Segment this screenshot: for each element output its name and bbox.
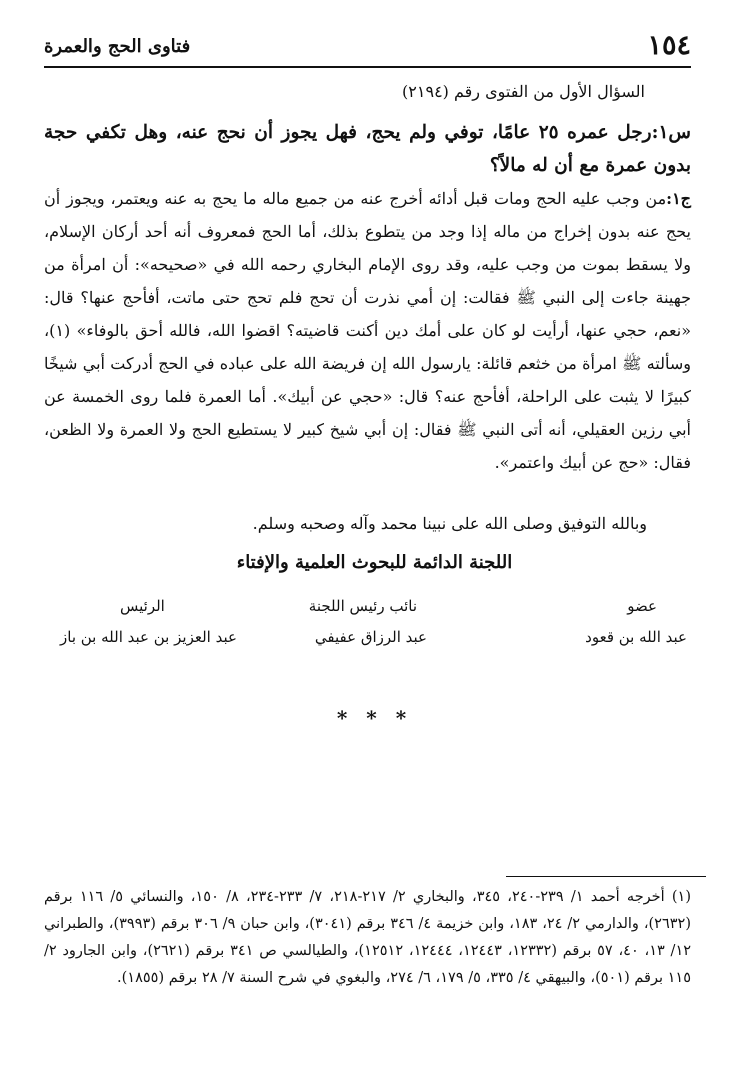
answer-paragraph — [44, 182, 691, 479]
book-title: فتاوى الحج والعمرة — [44, 36, 191, 57]
footnote: (١) أخرجه أحمد ١/ ٢٣٩-٢٤٠، ٣٤٥، والبخاري ٢/ ٢١٧-٢١٨، ٧/ ٢٣٣-٢٣٤، ٨/ ١٥٠، والنسائي ٥/ ١١٦ برقم (٢٦٣٢)، والدارمي ٢/ ٢٤، ١٨٣، وابن خزيمة ٤/ ٣٤٦ برقم (٣٠٤١)، وابن حبان ٩/ ٣٠٦ برقم (٣٩٩٣)، والطبراني ١٢/ ١٣، ٤٠، ٥٧ برقم (١٢٣٣٢، ١٢٤٤٣، ١٢٤٤٤، ١٢٥١٢)، والطيالسي ص ٣٤١ برقم (٢٦٢١)، وابن الجارود ٢/ ١١٥ برقم (٥٠١)، والبيهقي ٤/ ٣٣٥، ٥/ ١٧٩، ٦/ ٢٧٤، والبغوي في شرح السنة ٧/ ٢٨ برقم (١٨٥٥). — [44, 889, 692, 986]
question-text: رجل عمره ٢٥ عامًا، توفي ولم يحج، فهل يجوز أن نحج عنه، وهل تكفي حجة بدون عمرة مع أن له مالاً؟ — [44, 122, 691, 176]
name-president: عبد العزيز بن عبد الله بن باز — [60, 628, 237, 646]
answer-text: من وجب عليه الحج ومات قبل أدائه أخرج عنه من جميع ماله ما يحج به عنه ويعتمر، ويجوز أن يحج عنه بدون إخراج من ماله إذا وجد من يتطوع بذلك، أما الحج فمعروف أنه أحد أركان الإسلام، ولا يسقط بموت من وجب عليه، وقد روى الإمام البخاري رحمه الله في «صحيحه»: أن امرأة من جهينة جاءت إلى النبي ﷺ فقالت: إن أمي نذرت أن تحج فلم تحج حتى ماتت، أفأحج عنها؟ قال: «نعم، حجي عنها، أرأيت لو كان على أمك دين أكنت قاضيته؟ اقضوا الله، فالله أحق بالوفاء» (١)، وسألته ﷺ امرأة من خثعم قائلة: يارسول الله إن فريضة الله على عباده في الحج أدركت أبي شيخًا كبيرًا لا يثبت على الراحلة، أفأحج عنه؟ قال: «حجي عن أبيك». أما العمرة فلما روى الخمسة عن أبي رزين العقيلي، أنه أتى النبي ﷺ فقال: إن أبي شيخ كبير لا يستطيع الحج ولا العمرة ولا الظعن، فقال: «حج عن أبيك واعتمر». — [44, 189, 692, 472]
fatwa-title: السؤال الأول من الفتوى رقم (٢١٩٤) — [402, 82, 645, 101]
role-vice-president: نائب رئيس اللجنة — [308, 597, 417, 615]
role-member: عضو — [627, 597, 657, 615]
name-vice-president: عبد الرزاق عفيفي — [314, 628, 427, 646]
question-paragraph — [44, 116, 691, 182]
committee-name: اللجنة الدائمة للبحوث العلمية والإفتاء — [236, 552, 513, 573]
page-header — [44, 26, 691, 68]
footnote-rule — [506, 876, 706, 877]
closing-line: وبالله التوفيق وصلى الله على نبينا محمد وآله وصحبه وسلم. — [252, 514, 647, 533]
page-number: ١٥٤ — [647, 30, 691, 61]
signatory-names — [60, 628, 687, 650]
signatory-roles — [60, 597, 657, 619]
role-president: الرئيس — [120, 597, 165, 615]
answer-label: ج١: — [666, 189, 691, 208]
name-member: عبد الله بن قعود — [585, 628, 687, 646]
section-separator: * * * — [336, 706, 413, 730]
question-label: س١: — [651, 122, 691, 143]
